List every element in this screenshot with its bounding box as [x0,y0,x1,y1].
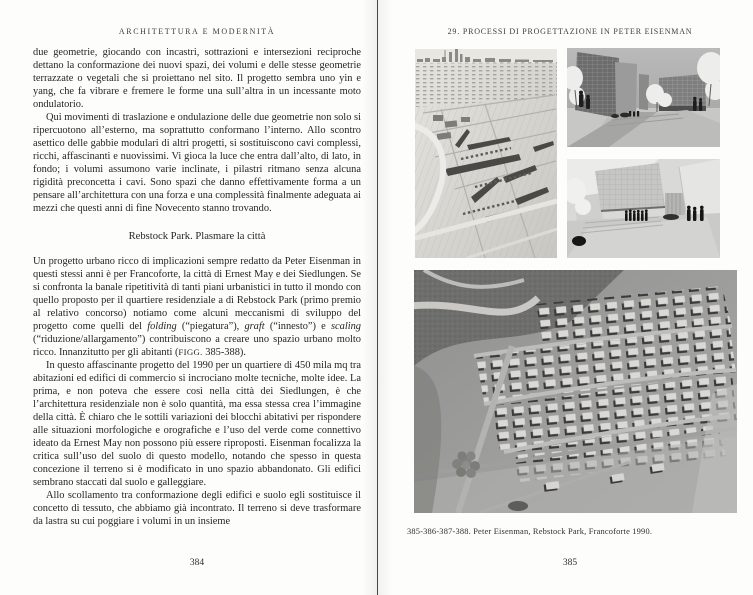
left-running-header: ARCHITETTURA E MODERNITÀ [118,27,276,36]
right-page-number: 385 [562,558,578,568]
figure-388-model-photo [414,270,737,513]
figure-386-image [567,48,720,147]
figure-388-image [414,270,737,513]
figure-reference: FIGG. [178,347,203,357]
left-page [33,27,361,528]
figure-385-image [415,49,557,258]
right-running-header: 29. PROCESSI DI PROGETTAZIONE IN PETER EISENMAN [447,27,693,36]
figure-385-aerial-rendering [415,49,557,258]
paragraph-4: In questo affascinante progetto del 1990 per un quartiere di 450 mila mq tra abitazioni ed edifici di commercio si incrociano molte tecniche, molte idee. La prima, e non poteva che essere così nella città dei Siedlungen, è che l’architettura residenziale non è solo quantità, ma essa stessa crea l’immagine della città. È chiaro che le sottili variazioni dei blocchi abitativi per rispondere alle situazioni morfologiche e orografiche e l’uso del verde come connettivo ideato da Ernest May non possono più essere riproposti. Eisenman focalizza la critica sull’uso del suolo di questo modello, notando che spesso in questa concezione il terreno si è modificato in uno spazio abbandonato. Gli edifici sembrano staccati dal suolo e galleggiare. [33,360,361,488]
figure-387-plaza-perspective [567,159,720,258]
figure-386-street-perspective [567,48,720,147]
left-text-block [33,46,361,528]
section-heading: Rebstock Park. Plasmare la città [128,231,266,242]
paragraph-2: Qui movimenti di traslazione e ondulazione delle due geometrie non solo si ripercuotono all’esterno, ma soprattutto conformano l’interno. Allo scontro asettico delle gabbie modulari di altri progetti, si sostituiscono cavi complessi, ricchi, affascinanti e nuovissimi. Vi gioca la luce che entra dall’alto, di lato, in fondo; i volumi assumono varie inclinate, i pilastri ritmano senza alcuna rigidità preconcetta i cavi. Sono spazi che danno effettivamente forma a un pensare all’architettura con una forza e una complessità finalmente adeguata ai mezzi che questi anni di fine Novecento stanno trovando. [33,112,361,214]
paragraph-1: due geometrie, giocando con incastri, sottrazioni e intersezioni reciproche dettano la conformazione dei nuovi spazi, dei volumi e delle stesse geometrie terrazzate o vegetali che si proiettano nel sito. Il progetto sembra uno yin e yang, che fa vibrare e fremere le forme una sull’altra in un incessante moto ondulatorio. [33,47,361,110]
paragraph-5: Allo scollamento tra conformazione degli edifici e suolo egli sostituisce il concetto di tessuto, che abbiamo già incontrato. Il terreno si deve trasformare da lastra su cui poggiare i volumi in un insieme [33,490,361,527]
gutter-divider [377,0,378,595]
figure-387-image [567,159,720,258]
figure-caption: 385-386-387-388. Peter Eisenman, Rebstock Park, Francoforte 1990. [407,527,653,536]
paragraph-3: Un progetto urbano ricco di implicazioni sempre redatto da Peter Eisenman in questi stessi anni è per Francoforte, la città di Ernest May e dei Siedlungen. Se si confronta la banale ripetitività di tanti piani urbanistici in tutto il mondo con quello proposto per il quartiere residenziale a di Rebstock Park (primo premio al relativo concorso) notiamo come alcuni meccanismi di sviluppo del progetto come quelli del folding (“piegatura”), graft (“innesto”) e scaling (“riduzione/allargamento”) contribuiscono a creare uno spazio urbano molto ricco. Innanzitutto per gli abitanti (FIGG. 385-388). [33,256,361,358]
left-page-number: 384 [189,558,205,568]
